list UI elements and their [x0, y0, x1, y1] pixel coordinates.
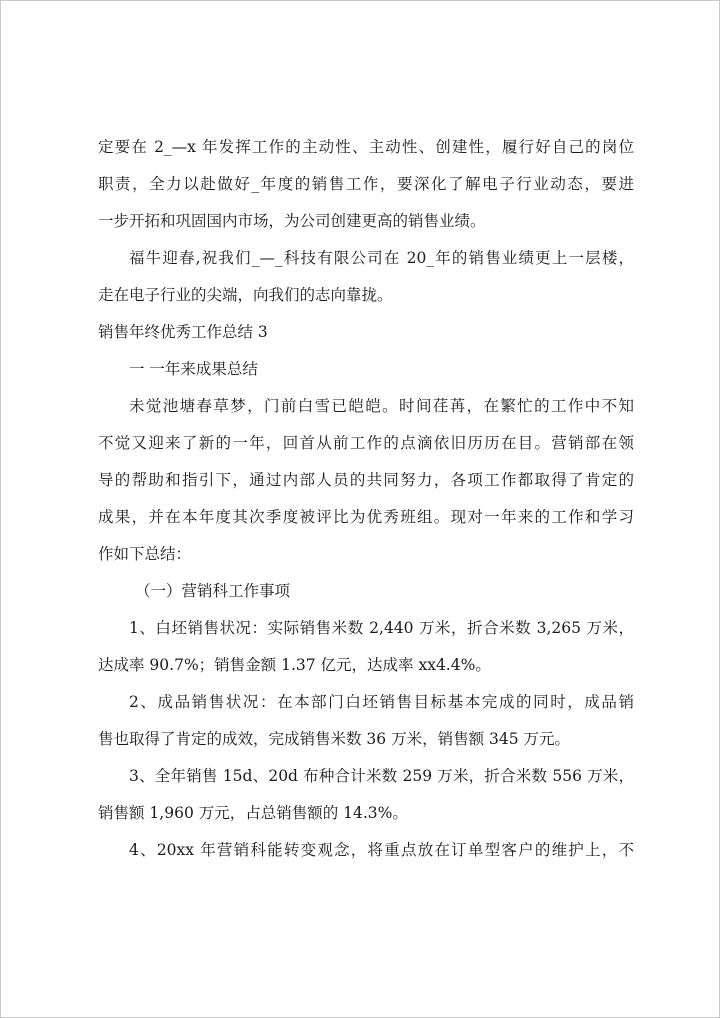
list-item-line: 4、20xx 年营销科能转变观念，将重点放在订单型客户的维护上，不 [129, 841, 634, 859]
document-body [98, 129, 634, 869]
paragraph-line: 未觉池塘春草梦，门前白雪已皑皑。时间荏苒，在繁忙的工作中不知 [129, 397, 634, 415]
list-item-line: 销售额 1,960 万元，占总销售额的 14.3%。 [98, 804, 408, 822]
subsection-heading: （一）营销科工作事项 [135, 582, 291, 600]
list-item-line: 售也取得了肯定的成效，完成销售米数 36 万米，销售额 345 万元。 [98, 730, 571, 748]
section-heading: 一 一年来成果总结 [129, 360, 258, 378]
list-item-line: 2、成品销售状况：在本部门白坯销售目标基本完成的同时，成品销 [129, 693, 634, 711]
paragraph-line: 一步开拓和巩固国内市场，为公司创建更高的销售业绩。 [98, 212, 486, 230]
list-item-line: 3、全年销售 15d、20d 布种合计米数 259 万米，折合米数 556 万米， [129, 767, 634, 785]
paragraph-line: 职责，全力以赴做好_年度的销售工作，要深化了解电子行业动态，要进 [98, 175, 634, 193]
paragraph-line: 不觉又迎来了新的一年，回首从前工作的点滴依旧历历在目。营销部在领 [98, 434, 634, 452]
list-item-line: 达成率 90.7%；销售金额 1.37 亿元，达成率 xx4.4%。 [98, 656, 491, 674]
paragraph-line: 福牛迎春,祝我们_—_科技有限公司在 20_年的销售业绩更上一层楼， [129, 249, 634, 267]
paragraph-line: 定要在 2_—x 年发挥工作的主动性、主动性、创建性，履行好自己的岗位 [98, 138, 634, 156]
section-title: 销售年终优秀工作总结 3 [98, 323, 268, 341]
paragraph-line: 作如下总结： [98, 545, 192, 563]
paragraph-line: 导的帮助和指引下，通过内部人员的共同努力，各项工作都取得了肯定的 [98, 471, 634, 489]
paragraph-line: 成果，并在本年度其次季度被评比为优秀班组。现对一年来的工作和学习 [98, 508, 634, 526]
paragraph-line: 走在电子行业的尖端，向我们的志向靠拢。 [98, 286, 393, 304]
list-item-line: 1、白坯销售状况：实际销售米数 2,440 万米，折合米数 3,265 万米， [129, 619, 634, 637]
